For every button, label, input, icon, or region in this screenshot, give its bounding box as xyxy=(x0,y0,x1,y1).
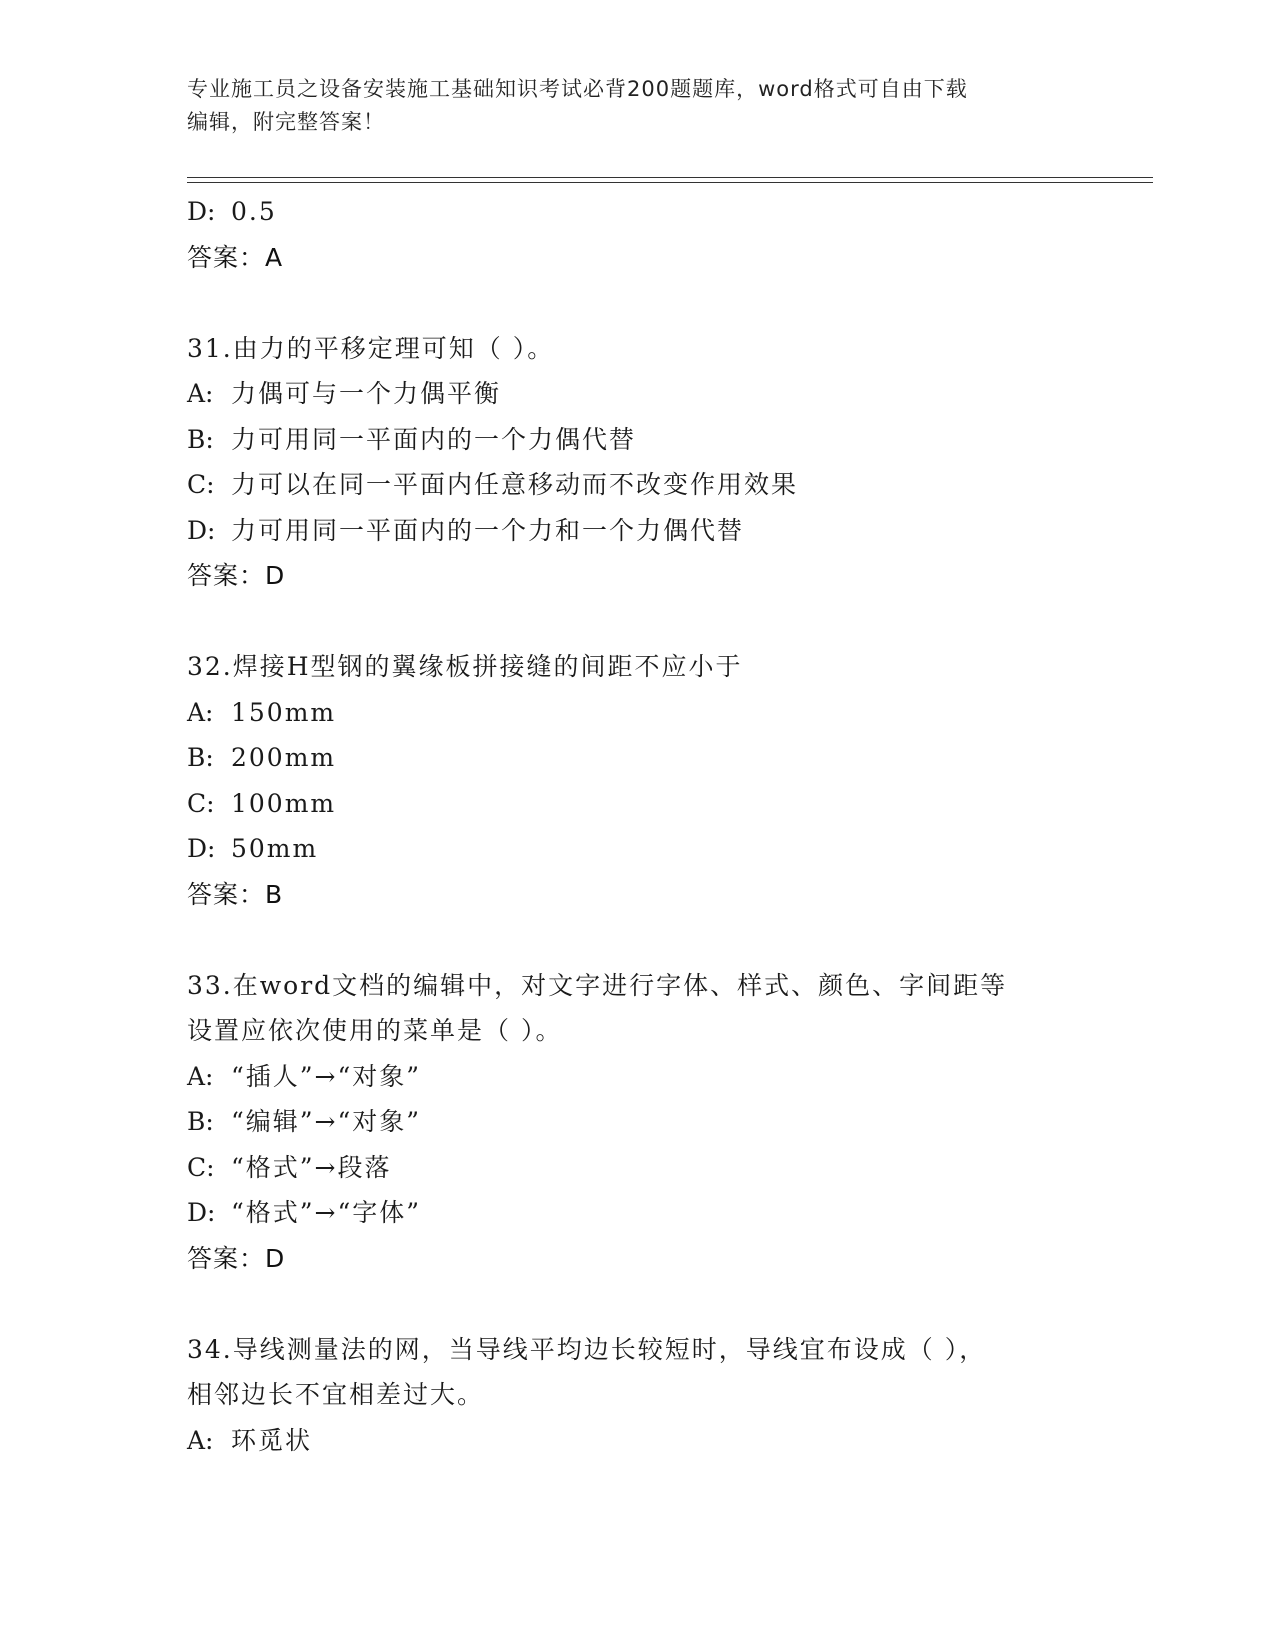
question-33 xyxy=(187,963,1153,1282)
question-31 xyxy=(187,326,1153,599)
option-label: B: xyxy=(187,743,214,772)
option-text: 环觅状 xyxy=(231,1425,313,1455)
answer: 答案：D xyxy=(187,561,286,590)
option-label: D: xyxy=(187,834,216,863)
option-text: 力可以在同一平面内任意移动而不改变作用效果 xyxy=(231,470,799,499)
option-text: “格式”→段落 xyxy=(231,1152,392,1182)
option-a xyxy=(187,1418,1153,1464)
spacer xyxy=(187,1281,1153,1327)
option-b xyxy=(187,417,1153,463)
answer: 答案：D xyxy=(187,1243,286,1273)
question-stem: 33.在word文档的编辑中，对文字进行字体、样式、颜色、字间距等 xyxy=(187,970,1008,1000)
option-label: A: xyxy=(187,697,214,727)
question-34 xyxy=(187,1327,1153,1464)
option-label: A: xyxy=(187,379,214,408)
option-c xyxy=(187,462,1153,508)
option-label: C: xyxy=(187,1152,215,1182)
option-text: 力偶可与一个力偶平衡 xyxy=(231,379,502,408)
option-label: C: xyxy=(187,470,215,499)
prev-answer: 答案：A xyxy=(187,242,284,272)
option-a xyxy=(187,690,1153,736)
option-text: “编辑”→“对象” xyxy=(231,1107,422,1136)
option-label: B: xyxy=(187,424,214,454)
option-label: A: xyxy=(187,1061,214,1091)
prev-option-d xyxy=(187,189,1153,235)
option-text: “插人”→“对象” xyxy=(231,1061,422,1091)
option-text: 100mm xyxy=(231,788,337,818)
option-a xyxy=(187,371,1153,417)
option-a xyxy=(187,1054,1153,1100)
document-header xyxy=(187,73,1087,139)
option-text: 50mm xyxy=(231,834,319,863)
answer: 答案：B xyxy=(187,879,284,909)
option-label: A: xyxy=(187,1425,214,1455)
header-divider-bottom xyxy=(187,182,1153,183)
question-stem: 31.由力的平移定理可知（ ）。 xyxy=(187,333,555,363)
header-title-line2: 编辑，附完整答案！ xyxy=(187,110,385,134)
question-32 xyxy=(187,644,1153,917)
option-c xyxy=(187,781,1153,827)
spacer xyxy=(187,599,1153,645)
option-text: 200mm xyxy=(231,743,337,772)
option-d xyxy=(187,826,1153,872)
question-stem: 34.导线测量法的网，当导线平均边长较短时，导线宜布设成（ ）， xyxy=(187,1334,987,1364)
option-text: 0.5 xyxy=(231,197,277,226)
option-label: D: xyxy=(187,1198,216,1227)
option-label: B: xyxy=(187,1107,214,1136)
option-b xyxy=(187,735,1153,781)
option-text: 150mm xyxy=(231,697,337,727)
option-d xyxy=(187,1190,1153,1236)
option-text: “格式”→“字体” xyxy=(231,1198,422,1227)
question-stem-continued: 设置应依次使用的菜单是（ ）。 xyxy=(187,1016,563,1045)
option-label: C: xyxy=(187,788,215,818)
header-title-line1: 专业施工员之设备安装施工基础知识考试必背200题题库，word格式可自由下载 xyxy=(187,77,968,101)
spacer xyxy=(187,917,1153,963)
question-list xyxy=(187,189,1153,1463)
option-d xyxy=(187,508,1153,554)
option-text: 力可用同一平面内的一个力偶代替 xyxy=(231,424,637,454)
option-c xyxy=(187,1145,1153,1191)
option-text: 力可用同一平面内的一个力和一个力偶代替 xyxy=(231,515,745,545)
question-stem: 32.焊接H型钢的翼缘板拼接缝的间距不应小于 xyxy=(187,652,743,681)
option-b xyxy=(187,1099,1153,1145)
header-divider-top xyxy=(187,177,1153,178)
question-stem-continued: 相邻边长不宜相差过大。 xyxy=(187,1380,485,1409)
option-label: D: xyxy=(187,197,216,226)
option-label: D: xyxy=(187,515,216,545)
spacer xyxy=(187,280,1153,326)
